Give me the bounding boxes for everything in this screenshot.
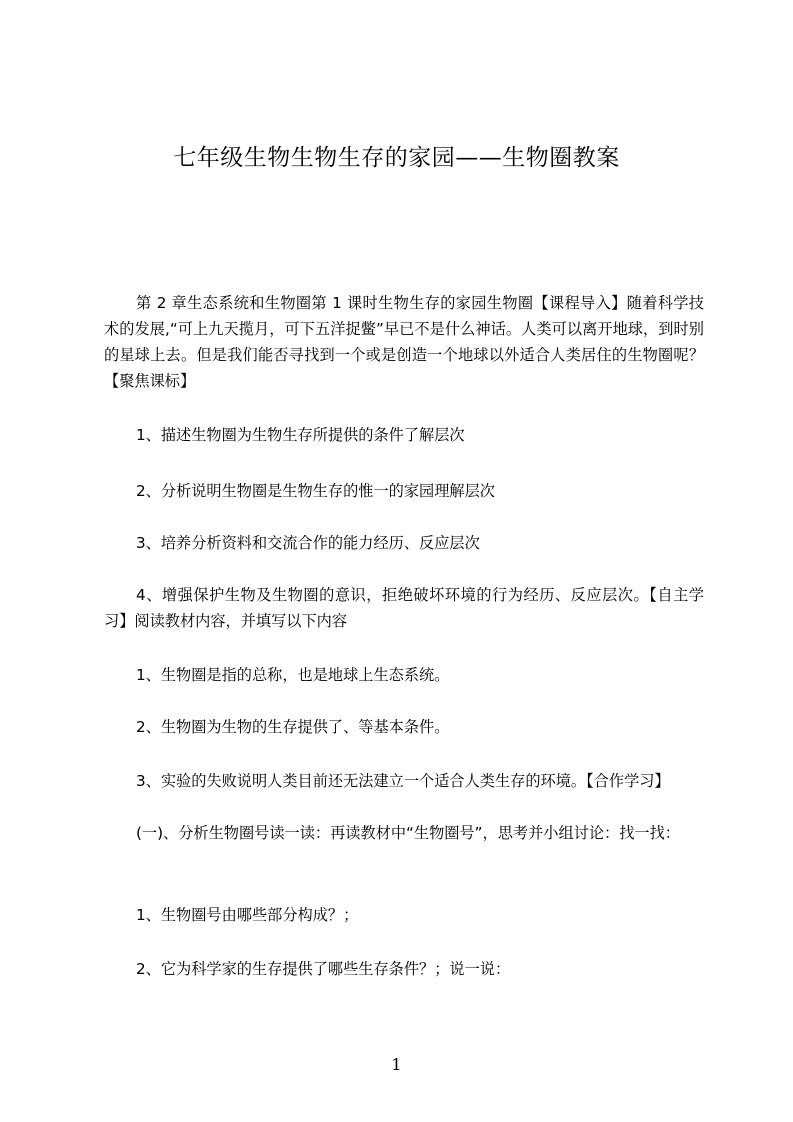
cooperative-study-section: (一)、分析生物圈号读一读：再读教材中“生物圈号”，思考并小组讨论：找一找： — [136, 824, 680, 842]
objective-item-1: 1、描述生物圈为生物生存所提供的条件了解层次 — [136, 426, 465, 444]
question-item-1: 1、生物圈号由哪些部分构成？； — [136, 906, 359, 924]
self-study-item-1: 1、生物圈是指的总称，也是地球上生态系统。 — [136, 666, 450, 684]
document-title: 七年级生物生物生存的家园——生物圈教案 — [173, 145, 620, 171]
objective-item-3: 3、培养分析资料和交流合作的能力经历、反应层次 — [136, 534, 480, 552]
objective-item-4: 4、增强保护生物及生物圈的意识，拒绝破坏环境的行为经历、反应层次。【自主学习】阅读教材内容，并填写以下内容 — [104, 586, 704, 630]
question-item-2: 2、它为科学家的生存提供了哪些生存条件？；说一说： — [136, 960, 511, 978]
objective-item-2: 2、分析说明生物圈是生物生存的惟一的家园理解层次 — [136, 482, 495, 500]
page-number: 1 — [391, 1055, 402, 1074]
intro-paragraph: 第 2 章生态系统和生物圈第 1 课时生物生存的家园生物圈【课程导入】随着科学技术的发展,“可上九天揽月，可下五洋捉鳖”早已不是什么神话。人类可以离开地球，到时别的星球上去。但是我们能否寻找到一个或是创造一个地球以外适合人类居住的生物圈呢？【聚焦课标】 — [104, 294, 704, 390]
self-study-item-3: 3、实验的失败说明人类目前还无法建立一个适合人类生存的环境。【合作学习】 — [136, 772, 670, 790]
self-study-item-2: 2、生物圈为生物的生存提供了、等基本条件。 — [136, 718, 450, 736]
